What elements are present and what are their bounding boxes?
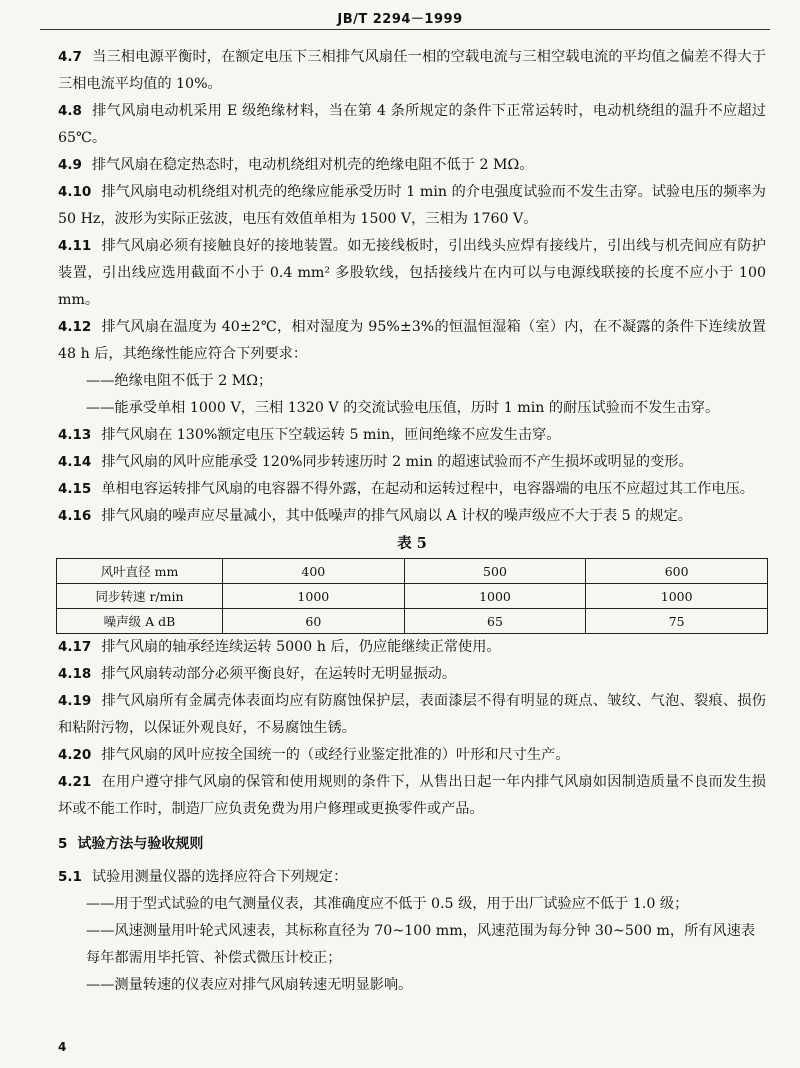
clause-text: 排气风扇所有金属壳体表面均应有防腐蚀保护层，表面漆层不得有明显的斑点、皱纹、气泡、裂痕、损伤和粘附污物，以保证外观良好，不易腐蚀生锈。 [58, 693, 766, 736]
clause [58, 864, 766, 891]
table-title: 表 5 [397, 535, 427, 552]
clause [58, 742, 766, 769]
clause-number: 4.15 [58, 481, 92, 497]
table-cell: 1000 [223, 584, 405, 609]
table-cell: 60 [223, 609, 405, 634]
requirement-item: ——能承受单相 1000 V，三相 1320 V 的交流试验电压值，历时 1 min 的耐压试验而不发生击穿。 [86, 400, 720, 416]
clause [58, 233, 766, 314]
clause-number: 4.20 [58, 747, 92, 763]
table-cell: 1000 [586, 584, 768, 609]
clause-number: 4.18 [58, 666, 92, 682]
clause [58, 449, 766, 476]
clause-number: 4.13 [58, 427, 92, 443]
clause-text: 排气风扇的轴承经连续运转 5000 h 后，仍应能继续正常使用。 [101, 639, 501, 655]
clause-text: 排气风扇在温度为 40±2℃，相对湿度为 95%±3%的恒温恒湿箱（室）内，在不凝露的条件下连续放置 48 h 后，其绝缘性能应符合下列要求： [58, 319, 766, 362]
clause-text: 排气风扇电动机采用 E 级绝缘材料，当在第 4 条所规定的条件下正常运转时，电动机绕组的温升不应超过 65℃。 [58, 103, 766, 146]
requirement-item: ——风速测量用叶轮式风速表，其标称直径为 70~100 mm，风速范围为每分钟 30~500 m，所有风速表每年都需用毕托管、补偿式微压计校正； [86, 923, 756, 966]
clause [58, 152, 766, 179]
clause [58, 476, 766, 503]
table-cell: 400 [223, 559, 405, 584]
clause-text: 排气风扇电动机绕组对机壳的绝缘应能承受历时 1 min 的介电强度试验而不发生击穿。试验电压的频率为 50 Hz，波形为实际正弦波，电压有效值单相为 1500 V，三相为 1760 V。 [58, 184, 766, 227]
clause [58, 422, 766, 449]
table-cell: 75 [586, 609, 768, 634]
row-header: 风叶直径 mm [57, 559, 223, 584]
clause [58, 44, 766, 98]
clause-number: 4.12 [58, 319, 92, 335]
table-cell: 65 [404, 609, 586, 634]
clause-text: 排气风扇转动部分必须平衡良好，在运转时无明显振动。 [101, 666, 457, 682]
standard-code-header: JB/T 2294－1999 [337, 12, 463, 27]
table-row [57, 559, 768, 584]
clause-text: 在用户遵守排气风扇的保管和使用规则的条件下，从售出日起一年内排气风扇如因制造质量不良而发生损坏或不能工作时，制造厂应负责免费为用户修理或更换零件或产品。 [58, 774, 766, 817]
clause-text: 排气风扇的风叶应能承受 120%同步转速历时 2 min 的超速试验而不产生损坏或明显的变形。 [101, 454, 693, 470]
clause-text: 排气风扇在 130%额定电压下空载运转 5 min，匝间绝缘不应发生击穿。 [101, 427, 561, 443]
clause-text: 排气风扇必须有接触良好的接地装置。如无接线板时，引出线头应焊有接线片，引出线与机壳间应有防护装置，引出线应选用截面不小于 0.4 mm² 多股软线，包括接线片在内可以与电源线联接的长度不应小于 100 mm。 [58, 238, 766, 308]
section-heading [58, 831, 766, 858]
clause-number: 4.17 [58, 639, 92, 655]
clause-number: 4.14 [58, 454, 92, 470]
requirement-item: ——绝缘电阻不低于 2 MΩ； [86, 373, 273, 389]
clause-text: 排气风扇在稳定热态时，电动机绕组对机壳的绝缘电阻不低于 2 MΩ。 [91, 157, 534, 173]
row-header: 噪声级 A dB [57, 609, 223, 634]
clause-text: 排气风扇的风叶应按全国统一的（或经行业鉴定批准的）叶形和尺寸生产。 [101, 747, 570, 763]
table-row [57, 609, 768, 634]
row-header: 同步转速 r/min [57, 584, 223, 609]
clause-number: 4.16 [58, 508, 92, 524]
clause [58, 688, 766, 742]
clause-number: 4.21 [58, 774, 92, 790]
clause-number: 4.19 [58, 693, 92, 709]
clause [58, 769, 766, 823]
clause-number: 4.7 [58, 49, 82, 65]
requirement-item: ——测量转速的仪表应对排气风扇转速无明显影响。 [86, 977, 413, 993]
noise-table [56, 558, 768, 634]
table-cell: 1000 [404, 584, 586, 609]
table-row [57, 584, 768, 609]
clause [58, 634, 766, 661]
clause [58, 661, 766, 688]
page-body [58, 44, 766, 999]
table-cell: 500 [404, 559, 586, 584]
clause-text: 排气风扇的噪声应尽量减小，其中低噪声的排气风扇以 A 计权的噪声级应不大于表 5 的规定。 [101, 508, 692, 524]
requirement-item: ——用于型式试验的电气测量仪表，其准确度应不低于 0.5 级，用于出厂试验应不低于 1.0 级； [86, 896, 689, 912]
page-number: 4 [58, 1040, 67, 1054]
clause [58, 98, 766, 152]
clause [58, 314, 766, 368]
clause-text: 单相电容运转排气风扇的电容器不得外露，在起动和运转过程中，电容器端的电压不应超过其工作电压。 [101, 481, 754, 497]
clause-text: 试验用测量仪器的选择应符合下列规定： [91, 869, 348, 885]
section-number: 5 [58, 836, 68, 852]
clause-number: 4.8 [58, 103, 82, 119]
clause-number: 4.11 [58, 238, 92, 254]
clause [58, 503, 766, 530]
section-title: 试验方法与验收规则 [77, 836, 204, 852]
clause-number: 5.1 [58, 869, 82, 885]
clause-number: 4.10 [58, 184, 92, 200]
clause-number: 4.9 [58, 157, 82, 173]
clause-text: 当三相电源平衡时，在额定电压下三相排气风扇任一相的空载电流与三相空载电流的平均值之偏差不得大于三相电流平均值的 10%。 [58, 49, 766, 92]
header-rule [40, 29, 770, 30]
table-cell: 600 [586, 559, 768, 584]
clause [58, 179, 766, 233]
